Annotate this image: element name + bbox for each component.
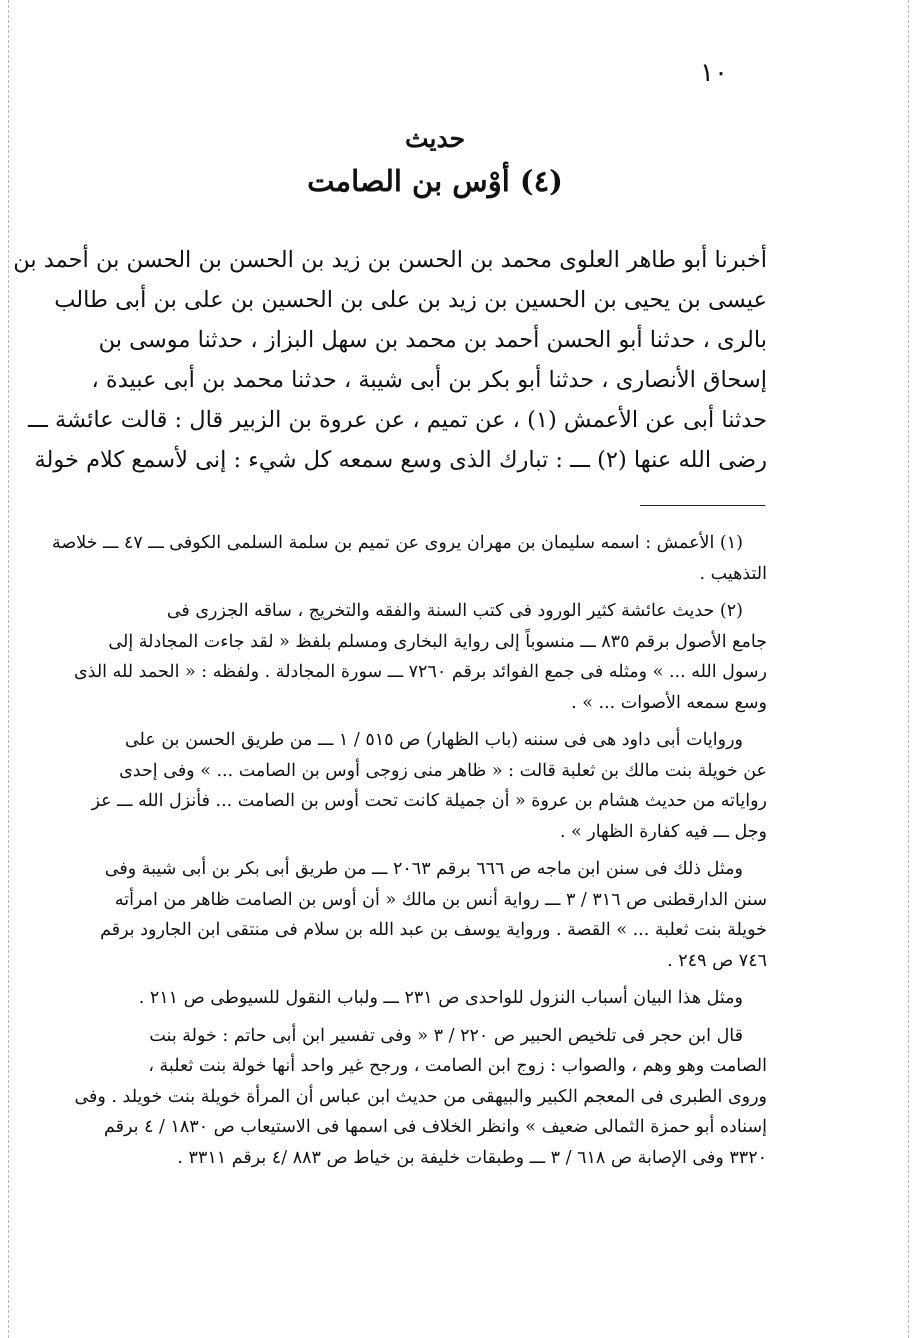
footnote-line: رواياته من حديث هشام بن عروة « أن جميلة كانت تحت أوس بن الصامت ... فأنزل الله ـــ عز — [91, 791, 767, 811]
footnote-line: التذهيب . — [699, 563, 767, 584]
footnote-paragraph-ibn-majah — [100, 854, 767, 976]
footnote-paragraph-ibn-hajar — [74, 1021, 767, 1174]
footnote-line: ومثل ذلك فى سنن ابن ماجه ص ٦٦٦ برقم ٢٠٦٣ ـــ من طريق أبى بكر بن أبى شيبة وفى — [104, 859, 743, 879]
main-text-line: عيسى بن يحيى بن الحسين بن زيد بن على بن الحسين بن على بن أبى طالب — [54, 287, 767, 313]
footnote-line: رسول الله ... » ومثله فى جمع الفوائد برقم ٧٢٦٠ ـــ سورة المجادلة . ولفظه : « الحمد لله الذى — [73, 662, 767, 682]
footnote-line: سنن الدارقطنى ص ٣١٦ / ٣ ـــ رواية أنس بن مالك « أن أوس بن الصامت ظاهر من امرأته — [114, 889, 767, 910]
footnote-line: وروايات أبى داود هى فى سننه (باب الظهار) ص ٥١٥ / ١ ـــ من طريق الحسن بن على — [124, 730, 743, 750]
footnote-paragraph-abu-dawud — [91, 725, 767, 847]
left-margin-line — [8, 0, 9, 1338]
footnote-line: ٧٤٦ ص ٢٤٩ . — [667, 950, 767, 971]
main-text-line: حدثنا أبى عن الأعمش (١) ، عن تميم ، عن عروة بن الزبير قال : قالت عائشة ـــ — [28, 407, 767, 433]
main-text-line: أخبرنا أبو طاهر العلوى محمد بن الحسن بن زيد بن الحسن بن الحسن بن أحمد بن — [13, 247, 767, 273]
footnote-line: ٣٣٢٠ وفى الإصابة ص ٦١٨ / ٣ ـــ وطبقات خليفة بن خياط ص ٨٨٣ /٤ برقم ٣٣١١ . — [177, 1147, 767, 1168]
main-text-line: بالرى ، حدثنا أبو الحسن أحمد بن محمد بن سهل البزاز ، حدثنا موسى بن — [98, 327, 767, 353]
heading-hadith: حديث — [404, 124, 466, 153]
footnote-line: عن خويلة بنت مالك بن ثعلبة قالت : « ظاهر منى زوجى أوس بن الصامت ... » وفى إحدى — [119, 760, 767, 781]
footnote-line: إسناده أبو حمزة الثمالى ضعيف » وانظر الخلاف فى اسمها فى الاستيعاب ص ١٨٣٠ / ٤ برقم — [103, 1117, 767, 1137]
footnotes — [51, 528, 767, 1180]
footnote-line: وجل ـــ فيه كفارة الظهار » . — [559, 821, 767, 842]
footnote-1 — [51, 528, 767, 589]
footnote-paragraph-asbab — [105, 983, 767, 1014]
footnote-line: قال ابن حجر فى تلخيص الحبير ص ٢٢٠ / ٣ « وفى تفسير ابن أبى حاتم : خولة بنت — [149, 1025, 743, 1046]
right-margin-line — [908, 0, 909, 1338]
footnote-line: جامع الأصول برقم ٨٣٥ ـــ منسوباً إلى رواية البخارى ومسلم بلفظ « لقد جاءت المجادلة إلى — [108, 631, 767, 652]
main-text — [13, 240, 767, 480]
footnote-separator — [640, 505, 765, 506]
footnote-line: (١) الأعمش : اسمه سليمان بن مهران يروى عن تميم بن سلمة السلمى الكوفى ـــ ٤٧ ـــ خلاصة — [51, 533, 743, 553]
page-number: ١٠ — [700, 58, 728, 88]
footnote-line: وسع سمعه الأصوات ... » . — [571, 692, 767, 713]
footnote-line: خويلة بنت ثعلبة ... » القصة . ورواية يوسف بن عبد الله بن سلام فى منتقى ابن الجارود برقم — [100, 920, 767, 940]
main-text-line: إسحاق الأنصارى ، حدثنا أبو بكر بن أبى شيبة ، حدثنا محمد بن أبى عبيدة ، — [91, 367, 767, 393]
footnote-line: الصامت وهو وهم ، والصواب : زوج ابن الصامت ، ورجح غير واحد أنها خولة بنت ثعلبة ، — [148, 1056, 767, 1076]
footnote-line: (٢) حديث عائشة كثير الورود فى كتب السنة والفقه والتخريج ، ساقه الجزرى فى — [166, 601, 743, 621]
footnote-2 — [73, 596, 767, 718]
footnote-line: ومثل هذا البيان أسباب النزول للواحدى ص ٢٣١ ـــ ولباب النقول للسيوطى ص ٢١١ . — [138, 988, 743, 1008]
heading-title: (٤) أوْس بن الصامت — [307, 164, 563, 198]
main-text-line: رضى الله عنها (٢) ـــ : تبارك الذى وسع سمعه كل شيء : إنى لأسمع كلام خولة — [34, 447, 767, 473]
footnote-line: وروى الطبرى فى المعجم الكبير والبيهقى من حديث ابن عباس أن المرأة خويلة بنت خويلد . وفى — [74, 1086, 767, 1107]
